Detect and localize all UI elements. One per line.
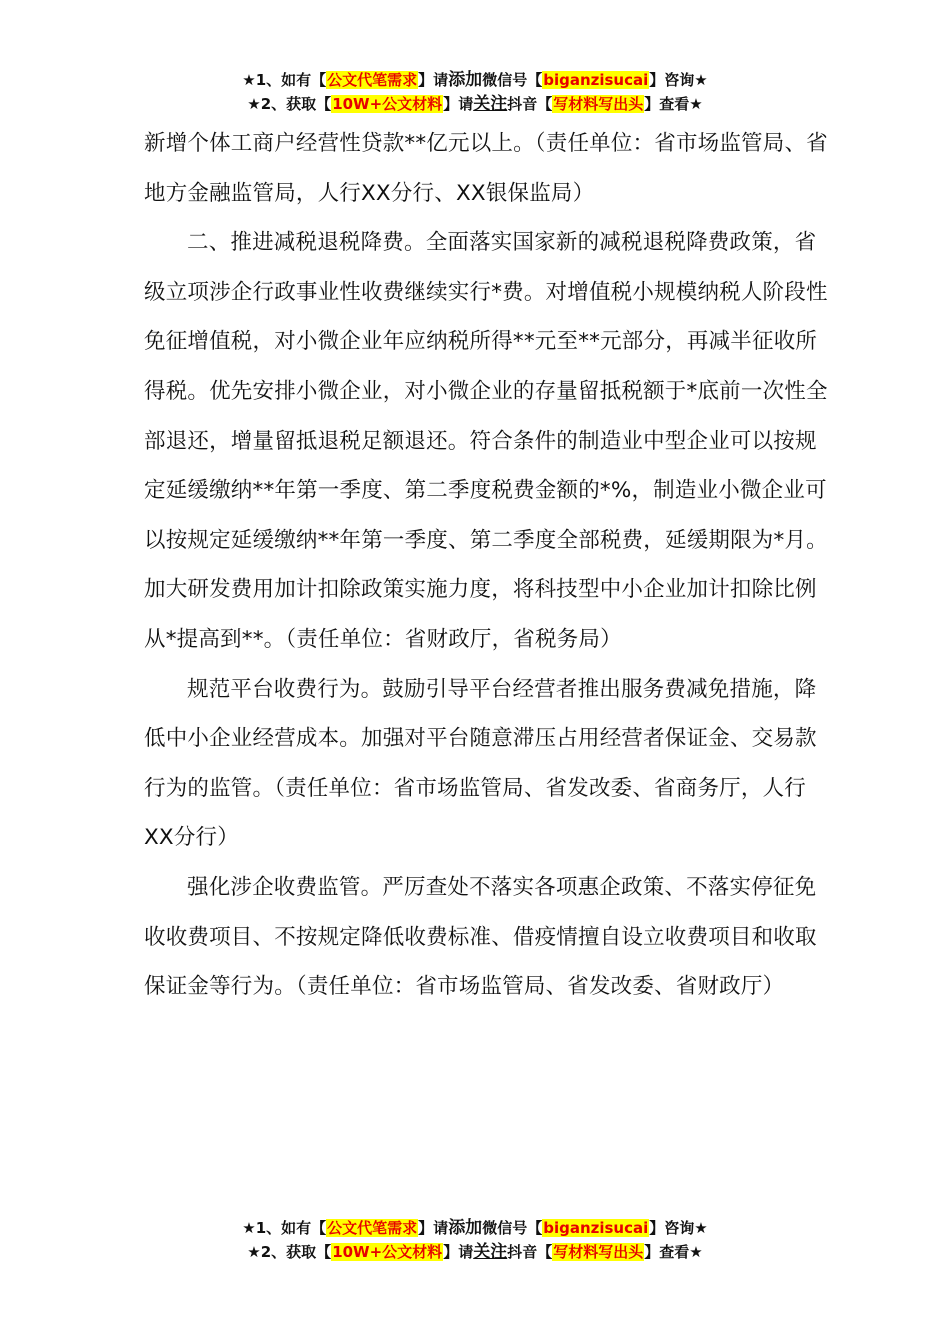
banner-highlight-douyin: 写材料写出头 (553, 95, 644, 113)
header-banner (0, 68, 950, 116)
banner-emphasis-follow: 关注 (473, 94, 508, 114)
banner-line-2 (0, 92, 950, 116)
footer-highlight-service: 公文代笔需求 (327, 1219, 418, 1237)
paragraph-tax-reduction: 二、推进减税退税降费。全面落实国家新的减税退税降费政策，省级立项涉企行政事业性收费继续实行*费。对增值税小规模纳税人阶段性免征增值税，对小微企业年应纳税所得**元至**元部分，再减半征收所得税。优先安排小微企业，对小微企业的存量留抵税额于*底前一次性全部退还，增量留抵退税足额退还。符合条件的制造业中型企业可以按规定延缓缴纳**年第一季度、第二季度税费金额的*%，制造业小微企业可以按规定延缓缴纳**年第一季度、第二季度全部税费，延缓期限为*月。加大研发费用加计扣除政策实施力度，将科技型中小企业加计扣除比例从*提高到**。（责任单位：省财政厅，省税务局） (144, 230, 828, 652)
footer-emphasis-add: 添加 (448, 1218, 483, 1238)
footer-line-2 (0, 1240, 950, 1264)
footer-line-2-prefix: ★2、获取【 (247, 1243, 332, 1261)
document-body (144, 119, 834, 1012)
banner-line-1 (0, 68, 950, 92)
paragraph-platform-fees: 规范平台收费行为。鼓励引导平台经营者推出服务费减免措施，降低中小企业经营成本。加强对平台随意滞压占用经营者保证金、交易款行为的监管。（责任单位：省市场监管局、省发改委、省商务厅，人行XX分行） (144, 676, 817, 851)
footer-line-1-suffix: 】咨询★ (649, 1219, 708, 1237)
footer-line-2-suffix: 】查看★ (644, 1243, 703, 1261)
footer-line-2-text: 】请 (443, 1243, 474, 1261)
footer-emphasis-follow: 关注 (473, 1242, 508, 1262)
footer-line-1-prefix: ★1、如有【 (242, 1219, 327, 1237)
footer-line-1 (0, 1216, 950, 1240)
banner-line-1-text: 】请 (418, 71, 449, 89)
footer-line-1-text: 】请 (418, 1219, 449, 1237)
banner-highlight-service: 公文代笔需求 (327, 71, 418, 89)
footer-highlight-materials: 10W+公文材料 (332, 1243, 443, 1261)
footer-banner (0, 1216, 950, 1264)
banner-emphasis-add: 添加 (448, 70, 483, 90)
footer-line-1-text2: 微信号【 (482, 1219, 543, 1237)
banner-highlight-wechat-id: biganzisucai (543, 71, 649, 89)
footer-highlight-wechat-id: biganzisucai (543, 1219, 649, 1237)
paragraph-fee-supervision: 强化涉企收费监管。严厉查处不落实各项惠企政策、不落实停征免收收费项目、不按规定降低收费标准、借疫情擅自设立收费项目和收取保证金等行为。（责任单位：省市场监管局、省发改委、省财政厅） (144, 874, 817, 1000)
footer-highlight-douyin: 写材料写出头 (553, 1243, 644, 1261)
banner-line-2-text: 】请 (443, 95, 474, 113)
footer-line-2-text2: 抖音【 (507, 1243, 553, 1261)
banner-line-1-text2: 微信号【 (482, 71, 543, 89)
banner-line-2-suffix: 】查看★ (644, 95, 703, 113)
banner-line-1-prefix: ★1、如有【 (242, 71, 327, 89)
banner-highlight-materials: 10W+公文材料 (332, 95, 443, 113)
banner-line-2-prefix: ★2、获取【 (247, 95, 332, 113)
banner-line-1-suffix: 】咨询★ (649, 71, 708, 89)
banner-line-2-text2: 抖音【 (507, 95, 553, 113)
paragraph-continuation: 新增个体工商户经营性贷款**亿元以上。（责任单位：省市场监管局、省地方金融监管局，人行XX分行、XX银保监局） (144, 131, 828, 206)
